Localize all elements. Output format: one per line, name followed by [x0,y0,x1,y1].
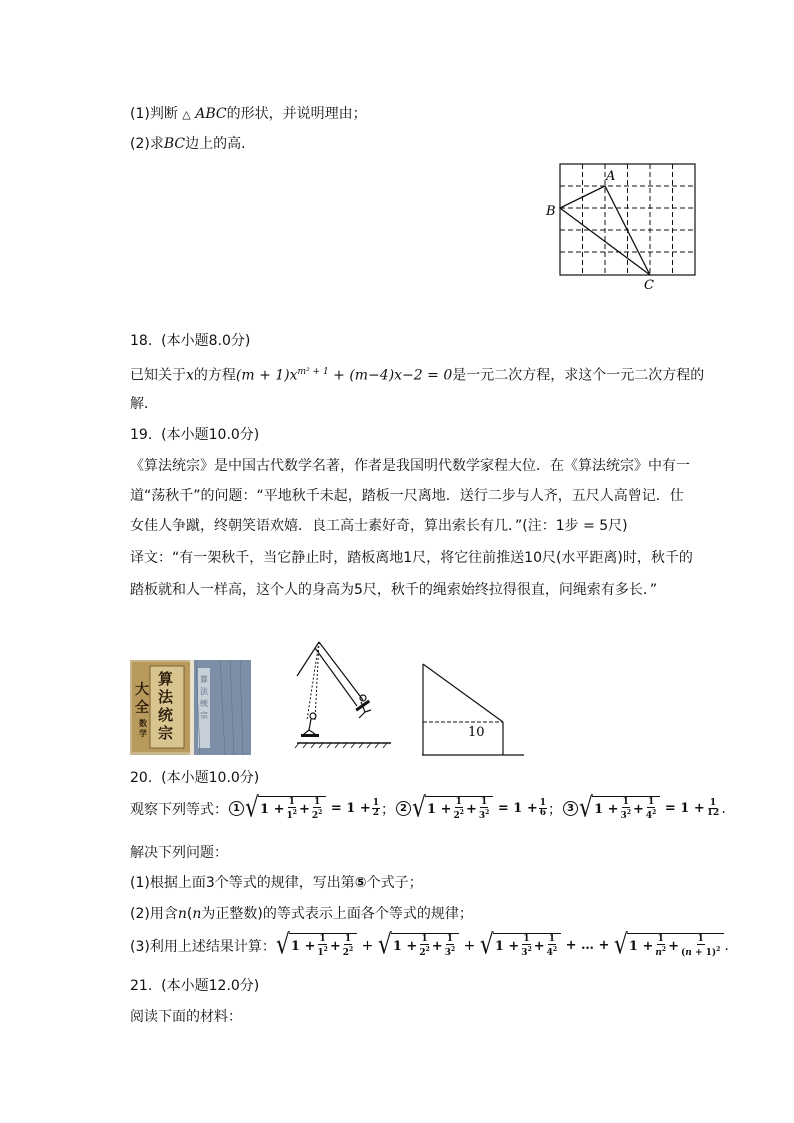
book-side-char: 全 [135,700,149,716]
book-cover-char: 算 [158,670,174,688]
q21-text: 阅读下面的材料： [130,1009,242,1025]
circled-3: 3 [563,801,578,816]
eq2-radical: √ 1 + $\frac{1}{2^2}$ + $\frac{1}{3^2}$ [412,796,493,821]
book-cover-char: 法 [158,688,174,706]
book-small-char: 学 [139,728,147,738]
p3-term1: √ 1 + $\frac{1}{1^2}$ + $\frac{1}{2^2}$ [276,933,357,958]
q20-part1: (1)根据上面3个等式的规律，写出第⑤个式子； [130,875,423,891]
suanfa-tongzong-book-image [130,660,251,755]
circled-2: 2 [396,801,411,816]
eq1-rhs: = 1 + $\frac{1}{2}$ [330,798,380,818]
label-a: A [606,169,616,184]
eq3-rhs: = 1 + $\frac{1}{12}$ [664,798,720,818]
q20-equations: 观察下列等式： 1 √ 1 + $\frac{1}{1^2}$ + $\frac{1}{2^2}$ = 1 + $\frac{1}{2}$ ； 2 √ 1 + $\frac{1}{2^2}$ + $\frac{1}{3^2}$ = 1 + $\frac{1}{6}$ ； 3 √ 1 + $\frac{1}{3^2}$ + $\frac{1}{4^2}$ = 1 + $\frac{1}{12}$ . [130,792,726,825]
book-cover-char: 宗 [158,724,174,742]
diagram-label-10: 10 [468,725,485,740]
q18-line2: 解． [130,396,158,412]
book-spine-char: 算 [200,675,208,684]
p3-term2: √ 1 + $\frac{1}{2^2}$ + $\frac{1}{3^2}$ [378,933,459,958]
q18-header: 18. (本小题8.0分) [130,333,251,349]
circled-1: 1 [229,801,244,816]
q19-line4: 译文：“有一架秋千，当它静止时，踏板离地1尺，将它往前推送10尺(水平距离)时，秋千的 [130,550,693,566]
q20-part3: (3)利用上述结果计算： √ 1 + $\frac{1}{1^2}$ + $\frac{1}{2^2}$ + √ 1 + $\frac{1}{2^2}$ + $\frac{1}{3^2}$ + √ 1 + $\frac{1}{3^2}$ + $\frac{1}{4^2}$ + … + √ 1 + 1 $n^2$ + 1 $(n + 1)^2$ . [130,929,729,962]
p3-term-n: √ 1 + 1 $n^2$ + 1 $(n + 1)^2$ [614,933,724,958]
q19-header: 19. (本小题10.0分) [130,427,260,443]
q17-part2: (2)求BC边上的高． [130,136,256,152]
label-c: C [644,278,654,292]
book-spine-char: 宗 [200,711,208,720]
book-spine-char: 法 [200,687,208,696]
q20-part2: (2)用含n(n为正整数)的等式表示上面各个等式的规律； [130,906,473,922]
q19-line2: 道“荡秋千”的问题：“平地秋千未起，踏板一尺离地．送行二步与人齐，五尺人高曾记．仕 [130,488,684,504]
triangle-grid-figure [540,160,705,292]
q20-solve: 解决下列问题： [130,845,228,861]
p3-term3: √ 1 + $\frac{1}{3^2}$ + $\frac{1}{4^2}$ [480,933,561,958]
eq2-rhs: = 1 + $\frac{1}{6}$ [497,798,547,818]
eq1-radical: √ 1 + $\frac{1}{1^2}$ + $\frac{1}{2^2}$ [245,796,326,821]
book-side-char: 大 [135,682,149,698]
book-small-char: 数 [139,718,147,728]
q20-header: 20. (本小题10.0分) [130,770,260,786]
q17-part1: (1)判断 △ ABC的形状，并说明理由； [130,106,367,122]
rope-geometry-diagram [418,660,528,760]
book-spine-char: 统 [200,699,208,708]
eq3-radical: √ 1 + $\frac{1}{3^2}$ + $\frac{1}{4^2}$ [579,796,660,821]
q19-line1: 《算法统宗》是中国古代数学名著，作者是我国明代数学家程大位．在《算法统宗》中有一 [130,458,690,474]
q21-header: 21. (本小题12.0分) [130,978,260,994]
label-b: B [546,204,556,219]
q19-line5: 踏板就和人一样高，这个人的身高为5尺，秋千的绳索始终拉得很直，问绳索有多长．” [130,582,658,598]
swing-illustration [293,640,393,750]
book-cover-char: 统 [158,706,174,724]
q19-line3: 女佳人争蹴，终朝笑语欢嬉．良工高士素好奇，算出索长有几．”(注：1步 = 5尺) [130,518,628,534]
q18-line1: 已知关于x的方程$(m + 1)x^{m^2 + 1} + (m-4)x-2 = 0$是一元二次方程，求这个一元二次方程的 [130,367,705,384]
